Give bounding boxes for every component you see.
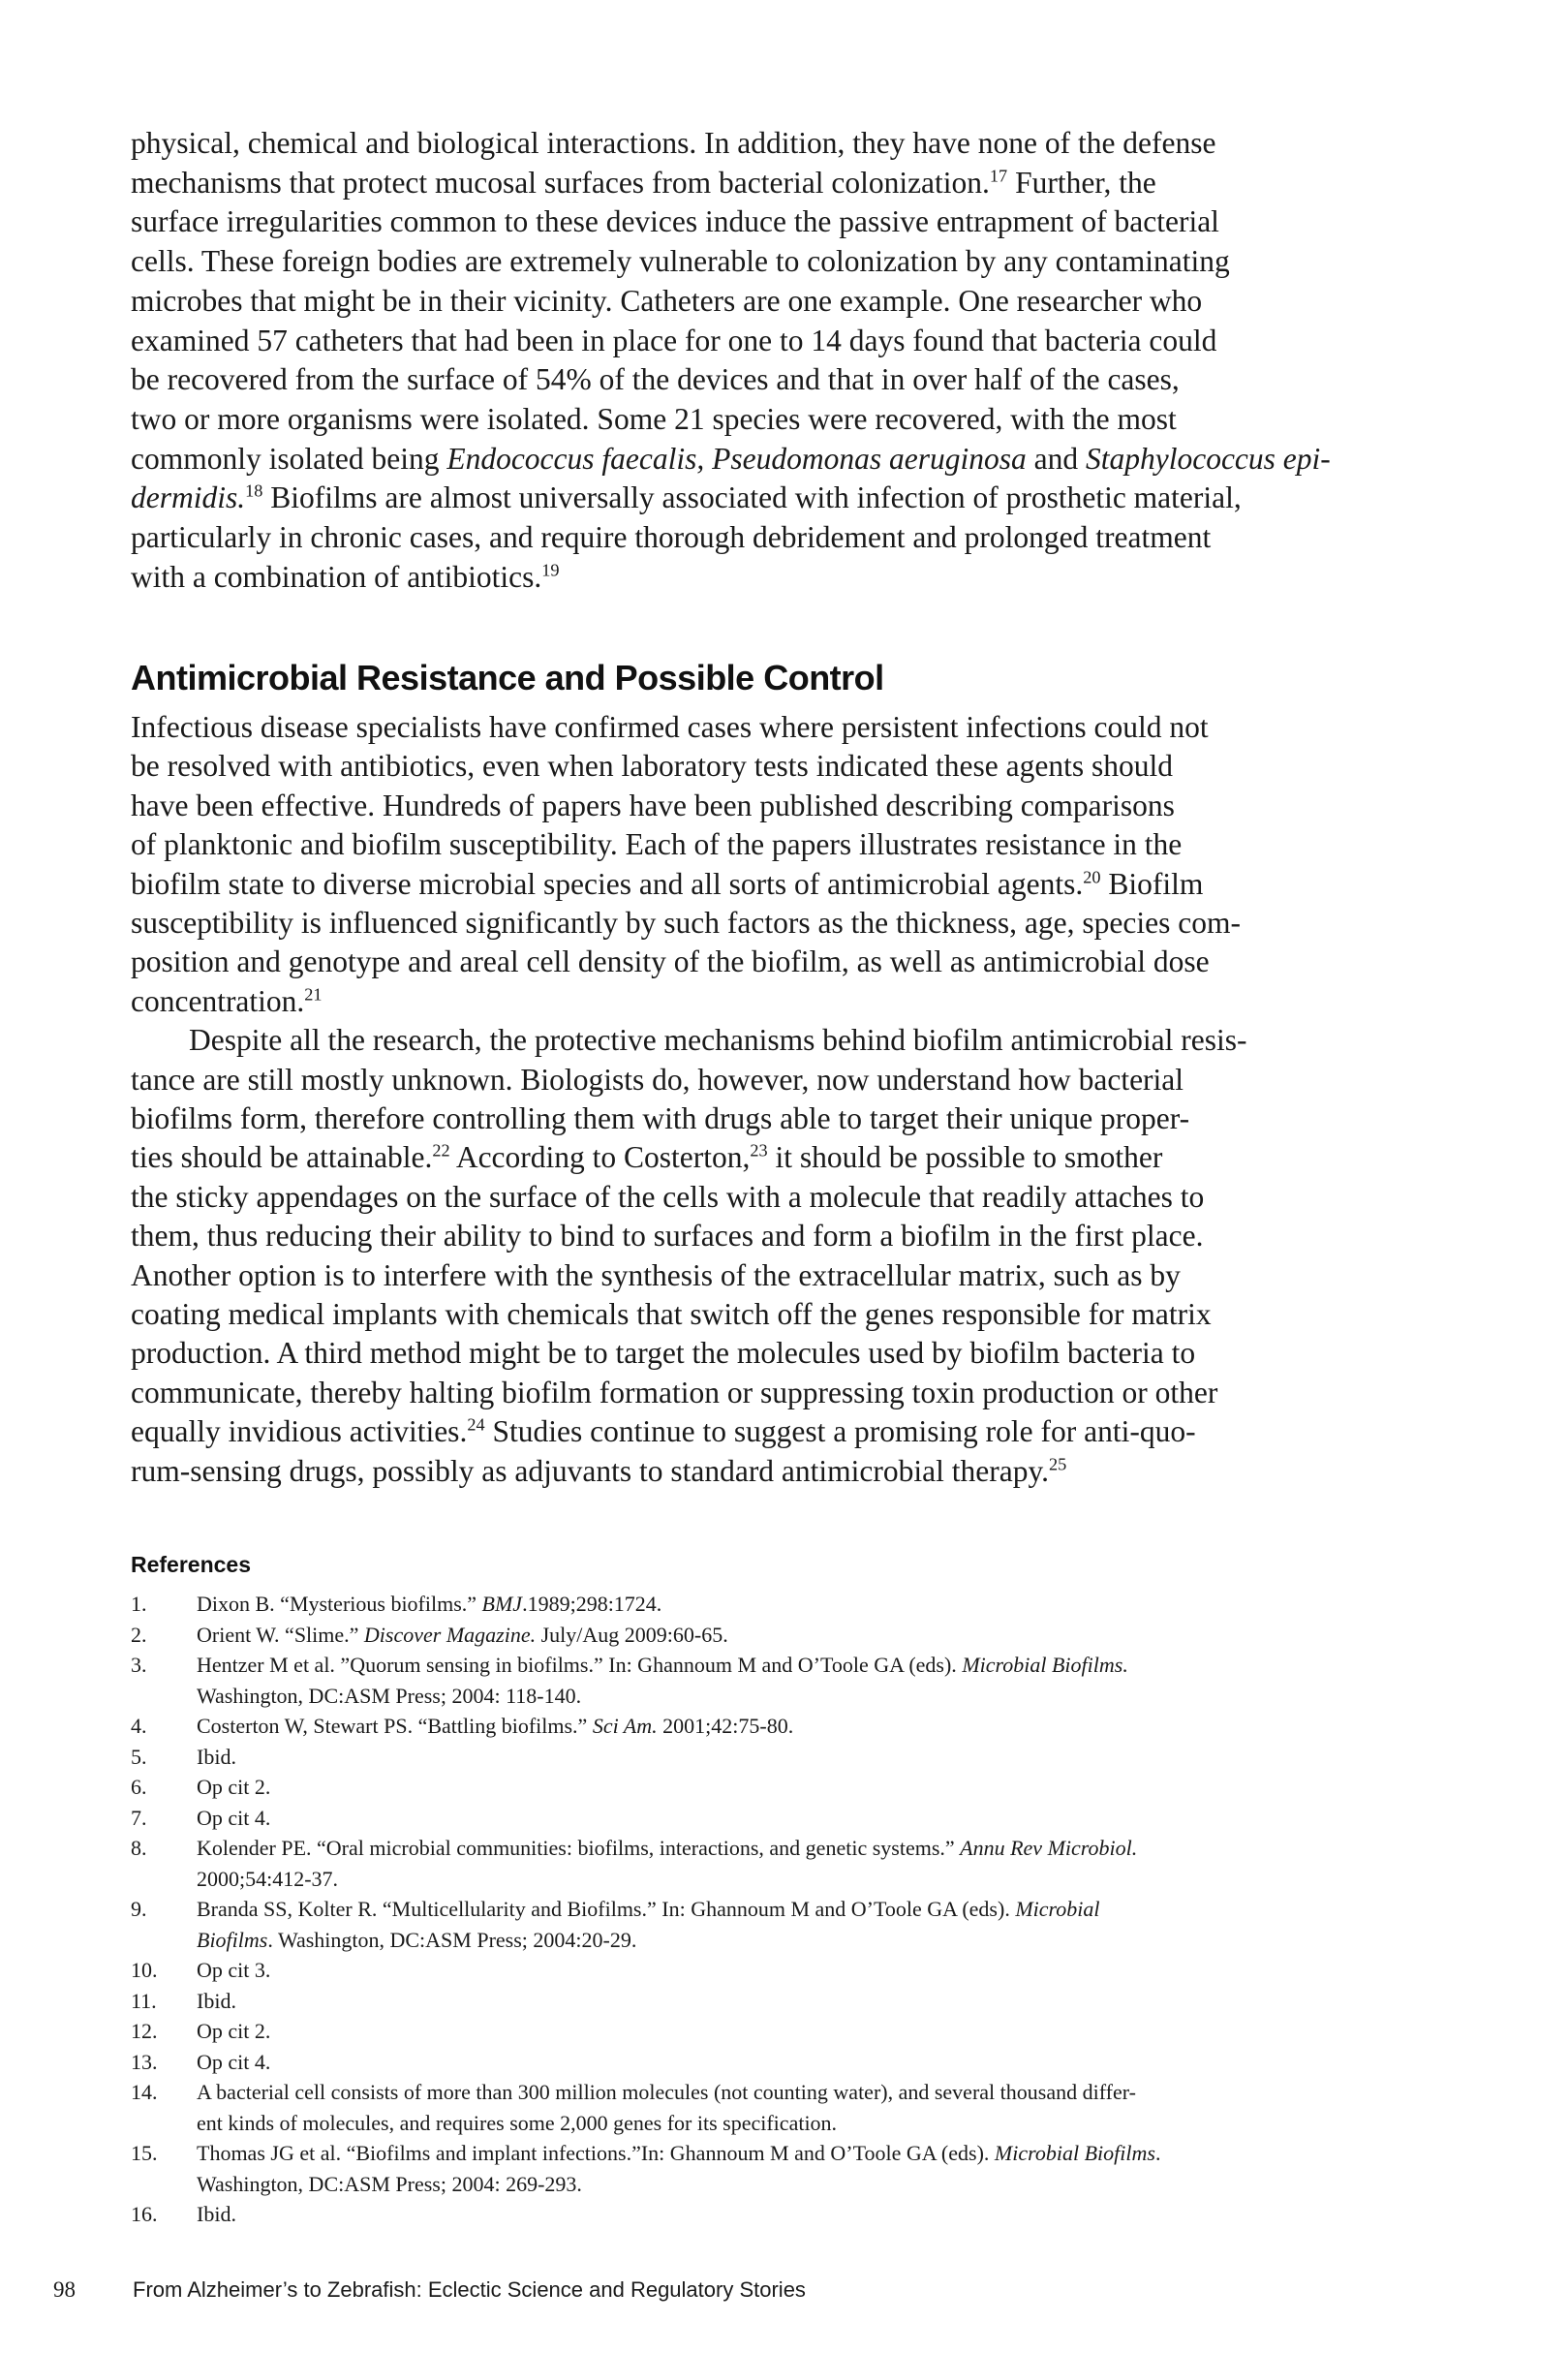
text-line [131,1178,1204,1217]
reference-number: 16. [131,2202,158,2226]
reference-number: 1. [131,1592,147,1616]
text-run: biofilms form, therefore controlling them with drugs able to target their unique proper- [131,1101,1190,1135]
text-run: communicate, thereby halting biofilm formation or suppressing toxin production or other [131,1375,1218,1409]
reference-number: 13. [131,2049,158,2074]
reference-text [197,1652,1128,1679]
reference-text [197,1744,236,1771]
reference-text [197,2140,1160,2167]
text-line [131,282,1202,321]
footnote-marker: 23 [750,1141,768,1161]
text-line [131,1099,1189,1138]
text-line [131,747,1173,786]
text-line [131,124,1216,163]
reference-number: 7. [131,1805,147,1830]
text-run: tance are still mostly unknown. Biologists do, however, now understand how bacterial [131,1062,1184,1097]
text-line [131,982,323,1021]
text-run: 2000;54:412-37. [197,1866,339,1891]
text-run: mechanisms that protect mucosal surfaces from bacterial colonization. [131,165,990,200]
text-run: physical, chemical and biological interactions. In addition, they have none of the defense [131,126,1216,160]
text-run: Hentzer M et al. ”Quorum sensing in biofilms.” In: Ghannoum M and O’Toole GA (eds). [197,1653,963,1677]
text-line [131,440,1331,479]
reference-text [197,1774,270,1801]
text-line [131,242,1230,281]
text-run: Further, the [1007,165,1156,200]
text-run: Orient W. “Slime.” [197,1622,364,1647]
text-run: Despite all the research, the protective mechanisms behind biofilm antimicrobial resis- [189,1023,1247,1058]
reference-text [197,1683,581,1710]
text-run: Washington, DC:ASM Press; 2004: 118-140. [197,1683,582,1708]
text-line [131,558,560,597]
text-line [131,202,1219,241]
footnote-marker: 17 [989,166,1008,186]
reference-text [197,1835,1137,1862]
reference-text [197,2110,837,2137]
text-run: commonly isolated being [131,441,447,476]
reference-number: 11. [131,1988,157,2013]
reference-text [197,2079,1136,2106]
text-run: Op cit 4. [197,2049,271,2074]
section-heading: Antimicrobial Resistance and Possible Control [131,658,884,697]
reference-number: 4. [131,1714,147,1738]
text-run: .1989;298:1724. [522,1592,662,1616]
text-run: Biofilms are almost universally associated with infection of prosthetic material, [262,480,1242,515]
text-run: Thomas JG et al. “Biofilms and implant infections.”In: Ghannoum M and O’Toole GA (eds). [197,2141,995,2165]
text-run: Kolender PE. “Oral microbial communities: biofilms, interactions, and genetic systems.” [197,1836,961,1860]
text-line [131,1138,1162,1177]
text-line [131,400,1177,439]
reference-number: 12. [131,2019,158,2043]
reference-text [197,2018,270,2045]
text-run: Ibid. [197,2202,236,2226]
page-number: 98 [53,2277,76,2302]
text-run: biofilm state to diverse microbial species and all sorts of antimicrobial agents. [131,866,1084,901]
text-run: Ibid. [197,1988,236,2013]
text-run: coating medical implants with chemicals that switch off the genes responsible for matrix [131,1297,1212,1331]
reference-text [197,1866,338,1893]
text-run: concentration. [131,983,305,1018]
italic-text: dermidis. [131,480,246,515]
text-line [131,825,1182,864]
text-line [131,1061,1184,1099]
reference-number: 10. [131,1958,158,1982]
text-run: have been effective. Hundreds of papers have been published describing comparisons [131,788,1175,822]
footnote-marker: 18 [245,480,263,501]
text-line [131,1374,1217,1412]
text-run: Studies continue to suggest a promising role for anti-quo- [484,1414,1196,1449]
text-run: ent kinds of molecules, and requires some 2,000 genes for its specification. [197,2110,838,2135]
text-run: production. A third method might be to target the molecules used by biofilm bacteria to [131,1336,1196,1371]
footnote-marker: 25 [1049,1454,1067,1474]
reference-text [197,1988,236,2015]
italic-text: Biofilms [197,1927,268,1952]
text-line [131,1217,1203,1255]
reference-number: 15. [131,2141,158,2165]
reference-number: 8. [131,1836,147,1860]
reference-text [197,1591,661,1618]
reference-text [197,1805,270,1832]
running-footer-title: From Alzheimer’s to Zebrafish: Eclectic Science and Regulatory Stories [133,2277,806,2302]
text-run: equally invidious activities. [131,1414,468,1449]
text-line [131,322,1216,360]
text-run: Branda SS, Kolter R. “Multicellularity and Biofilms.” In: Ghannoum M and O’Toole GA (eds). [197,1897,1016,1921]
text-line [131,1452,1066,1491]
text-run: According to Costerton, [449,1140,751,1175]
references-heading: References [131,1552,252,1577]
text-run: with a combination of antibiotics. [131,559,542,594]
text-run: A bacterial cell consists of more than 300 million molecules (not counting water), and several thousand differ- [197,2080,1136,2104]
text-run: ties should be attainable. [131,1140,433,1175]
text-run: Another option is to interfere with the synthesis of the extracellular matrix, such as by [131,1257,1181,1292]
italic-text: Staphylococcus epi- [1085,441,1331,476]
text-run: . [1154,2141,1161,2165]
reference-number: 2. [131,1622,147,1647]
text-run: susceptibility is influenced significantly by such factors as the thickness, age, species com- [131,906,1241,940]
text-run: Op cit 3. [197,1958,271,1982]
italic-text: BMJ [481,1592,523,1616]
text-run: Op cit 4. [197,1805,271,1830]
text-run: Op cit 2. [197,1775,271,1799]
text-run: examined 57 catheters that had been in place for one to 14 days found that bacteria could [131,323,1217,357]
text-run: Infectious disease specialists have confirmed cases where persistent infections could not [131,710,1209,744]
text-run: two or more organisms were isolated. Some 21 species were recovered, with the most [131,401,1177,436]
text-run: position and genotype and areal cell density of the biofilm, as well as antimicrobial dose [131,944,1210,979]
text-run: microbes that might be in their vicinity. Catheters are one example. One researcher who [131,283,1203,318]
text-line [131,904,1241,943]
reference-number: 14. [131,2080,158,2104]
text-line [131,865,1203,904]
reference-text [197,2049,270,2076]
text-run: 2001;42:75-80. [657,1714,794,1738]
text-line [131,479,1242,517]
reference-text [197,1896,1100,1923]
reference-text [197,2201,236,2228]
italic-text: Discover Magazine. [363,1622,537,1647]
italic-text: Microbial Biofilms. [962,1653,1128,1677]
footnote-marker: 19 [541,560,560,580]
text-run: Ibid. [197,1744,236,1769]
text-run: be resolved with antibiotics, even when laboratory tests indicated these agents should [131,749,1173,784]
text-run: of planktonic and biofilm susceptibility. Each of the papers illustrates resistance in the [131,827,1183,862]
reference-number: 3. [131,1653,147,1677]
text-line [131,518,1211,557]
text-run: and [1026,441,1086,476]
text-run: surface irregularities common to these devices induce the passive entrapment of bacterial [131,204,1219,239]
text-line [131,943,1210,981]
text-run: Biofilm [1100,866,1204,901]
reference-number: 6. [131,1775,147,1799]
reference-text [197,1927,636,1954]
text-line [189,1021,1247,1060]
footnote-marker: 24 [467,1414,485,1435]
italic-text: Sci Am. [592,1714,658,1738]
text-run: . Washington, DC:ASM Press; 2004:20-29. [267,1927,637,1952]
reference-text [197,2171,582,2198]
text-run: July/Aug 2009:60-65. [536,1622,728,1647]
text-line [131,708,1209,747]
text-run: Dixon B. “Mysterious biofilms.” [197,1592,482,1616]
text-line [131,1295,1212,1334]
reference-text [197,1622,728,1649]
text-line [131,1412,1196,1451]
footnote-marker: 21 [304,984,323,1005]
reference-text [197,1957,270,1984]
text-run: Costerton W, Stewart PS. “Battling biofilms.” [197,1714,593,1738]
reference-number: 5. [131,1744,147,1769]
italic-text: Microbial Biofilms [994,2141,1155,2165]
text-line [131,360,1180,399]
text-line [131,1256,1181,1295]
text-line [131,164,1156,202]
italic-text: Endococcus faecalis, Pseudomonas aeruginosa [446,441,1027,476]
text-run: particularly in chronic cases, and require thorough debridement and prolonged treatment [131,520,1212,554]
text-run: be recovered from the surface of 54% of the devices and that in over half of the cases, [131,362,1180,397]
text-run: cells. These foreign bodies are extremely vulnerable to colonization by any contaminating [131,244,1230,279]
text-run: Op cit 2. [197,2019,271,2043]
italic-text: Microbial [1015,1897,1100,1921]
text-line [131,1334,1195,1373]
text-line [131,787,1175,825]
italic-text: Annu Rev Microbiol. [960,1836,1138,1860]
text-run: it should be possible to smother [767,1140,1163,1175]
reference-number: 9. [131,1897,147,1921]
text-run: Washington, DC:ASM Press; 2004: 269-293. [197,2171,582,2196]
footnote-marker: 20 [1083,867,1101,887]
footnote-marker: 22 [432,1141,450,1161]
text-run: the sticky appendages on the surface of the cells with a molecule that readily attaches to [131,1179,1205,1214]
text-run: them, thus reducing their ability to bind to surfaces and form a biofilm in the first place. [131,1219,1204,1254]
reference-text [197,1713,793,1740]
text-run: rum-sensing drugs, possibly as adjuvants to standard antimicrobial therapy. [131,1453,1050,1488]
